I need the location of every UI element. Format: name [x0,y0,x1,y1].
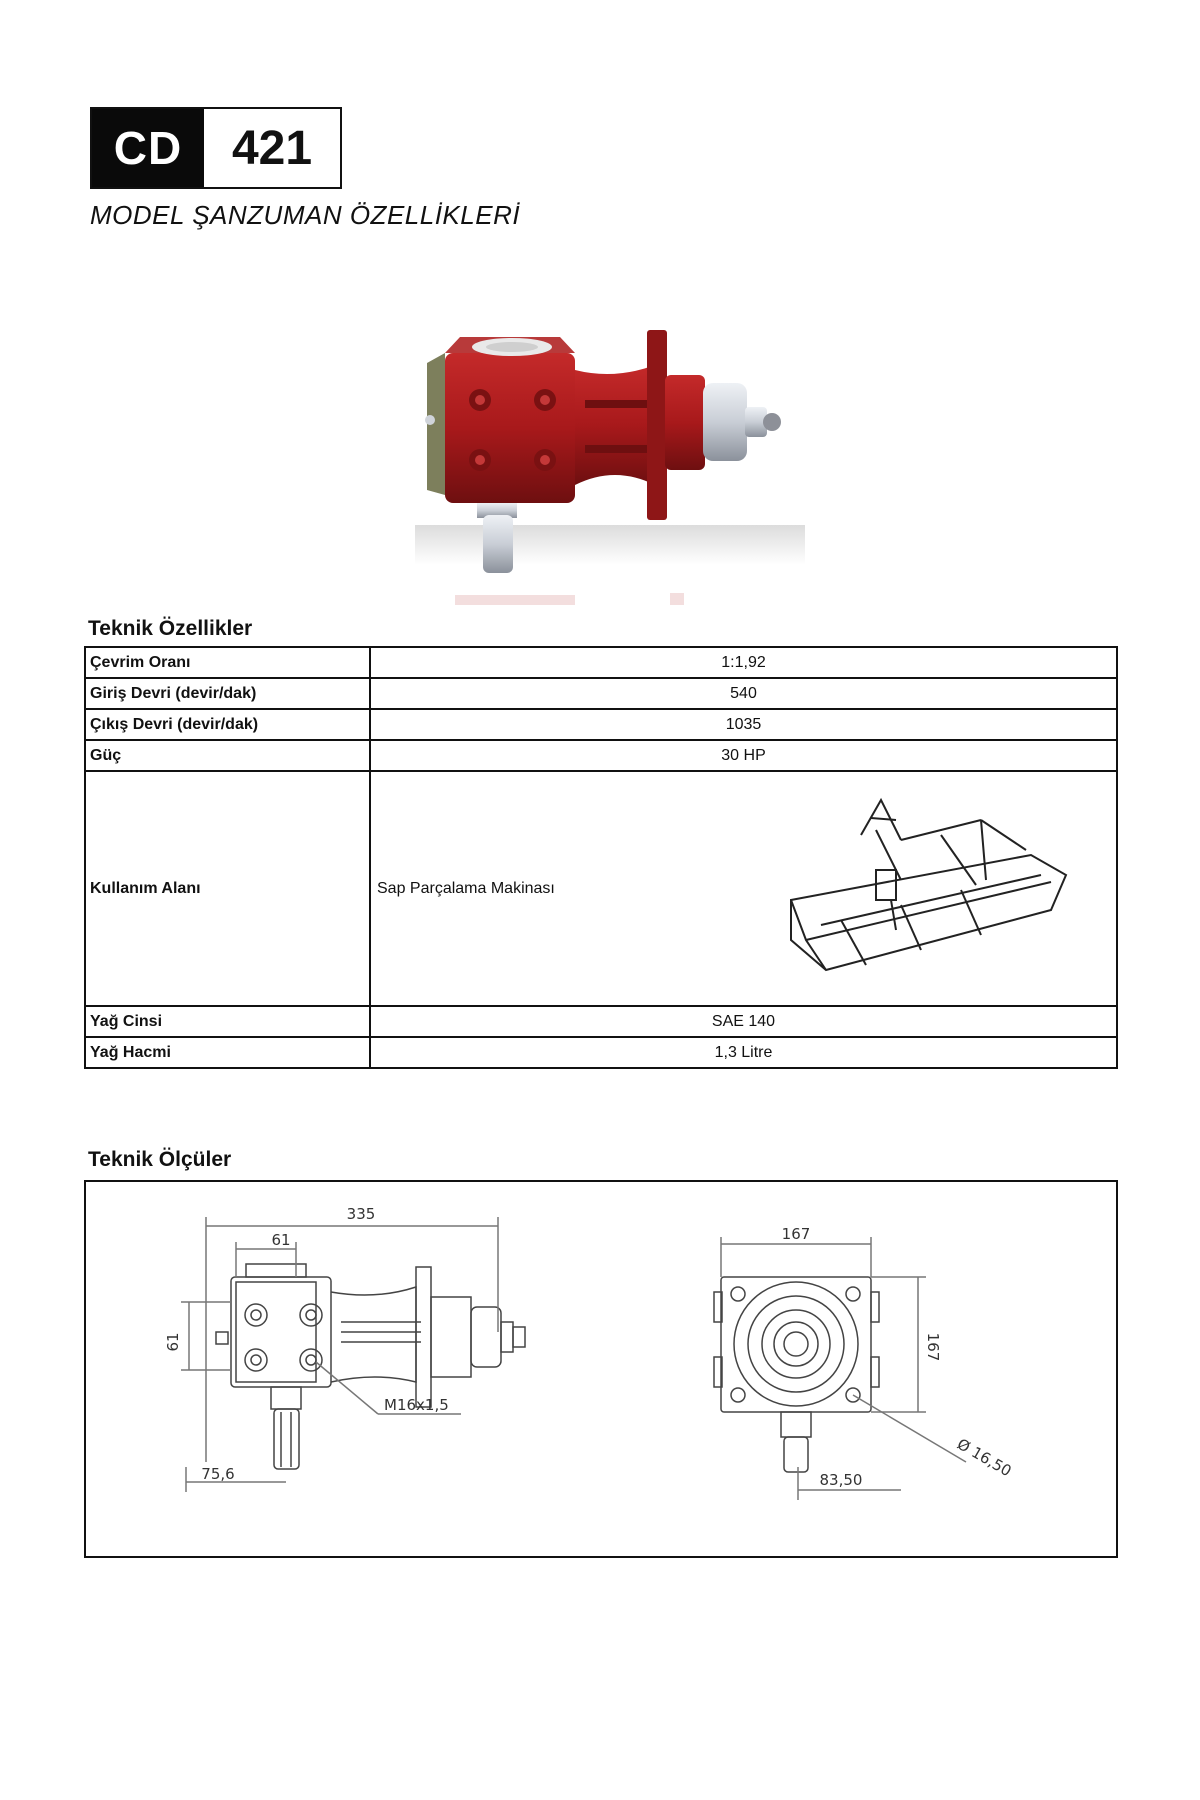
spec-label: Kullanım Alanı [85,771,370,1006]
dim-top-width: 61 [271,1231,291,1249]
spec-value: 1:1,92 [370,647,1117,678]
spec-label: Yağ Cinsi [85,1006,370,1037]
dimensions-drawing-box [84,1180,1118,1558]
spec-value: 30 HP [370,740,1117,771]
specs-title: Teknik Özellikler [88,617,253,640]
page-subtitle: MODEL ŞANZUMAN ÖZELLİKLERİ [90,200,521,230]
model-badge [90,107,342,189]
table-row [85,740,1117,771]
spec-label: Güç [85,740,370,771]
dim-front-width: 167 [781,1225,811,1243]
spec-label: Giriş Devri (devir/dak) [85,678,370,709]
table-row [85,1006,1117,1037]
dim-hole-diameter: Ø 16,50 [954,1434,1015,1481]
dim-bolt-thread: M16x1,5 [384,1396,449,1414]
spec-value: 1,3 Litre [370,1037,1117,1068]
spec-value: Sap Parçalama Makinası [377,880,555,897]
usage-cell [370,771,1117,1006]
gearbox-image [415,325,805,625]
table-row [85,709,1117,740]
table-row [85,771,1117,1006]
table-row [85,678,1117,709]
spec-label: Yağ Hacmi [85,1037,370,1068]
dimensions-title: Teknik Ölçüler [88,1148,232,1171]
dim-side-height: 61 [164,1332,182,1352]
spec-label: Çevrim Oranı [85,647,370,678]
dim-front-height: 167 [924,1332,942,1362]
dim-front-shaft-offset: 83,50 [819,1471,863,1489]
model-code: CD [92,109,204,187]
spec-label: Çıkış Devri (devir/dak) [85,709,370,740]
shredder-machine-image [781,790,1071,990]
table-row [85,1037,1117,1068]
dim-side-shaft-offset: 75,6 [201,1465,235,1483]
dim-overall-length: 335 [346,1205,376,1223]
specs-table [84,646,1118,1069]
technical-drawing [86,1182,1116,1556]
spec-value: SAE 140 [370,1006,1117,1037]
table-row [85,647,1117,678]
model-number: 421 [231,121,313,175]
spec-value: 540 [370,678,1117,709]
spec-value: 1035 [370,709,1117,740]
